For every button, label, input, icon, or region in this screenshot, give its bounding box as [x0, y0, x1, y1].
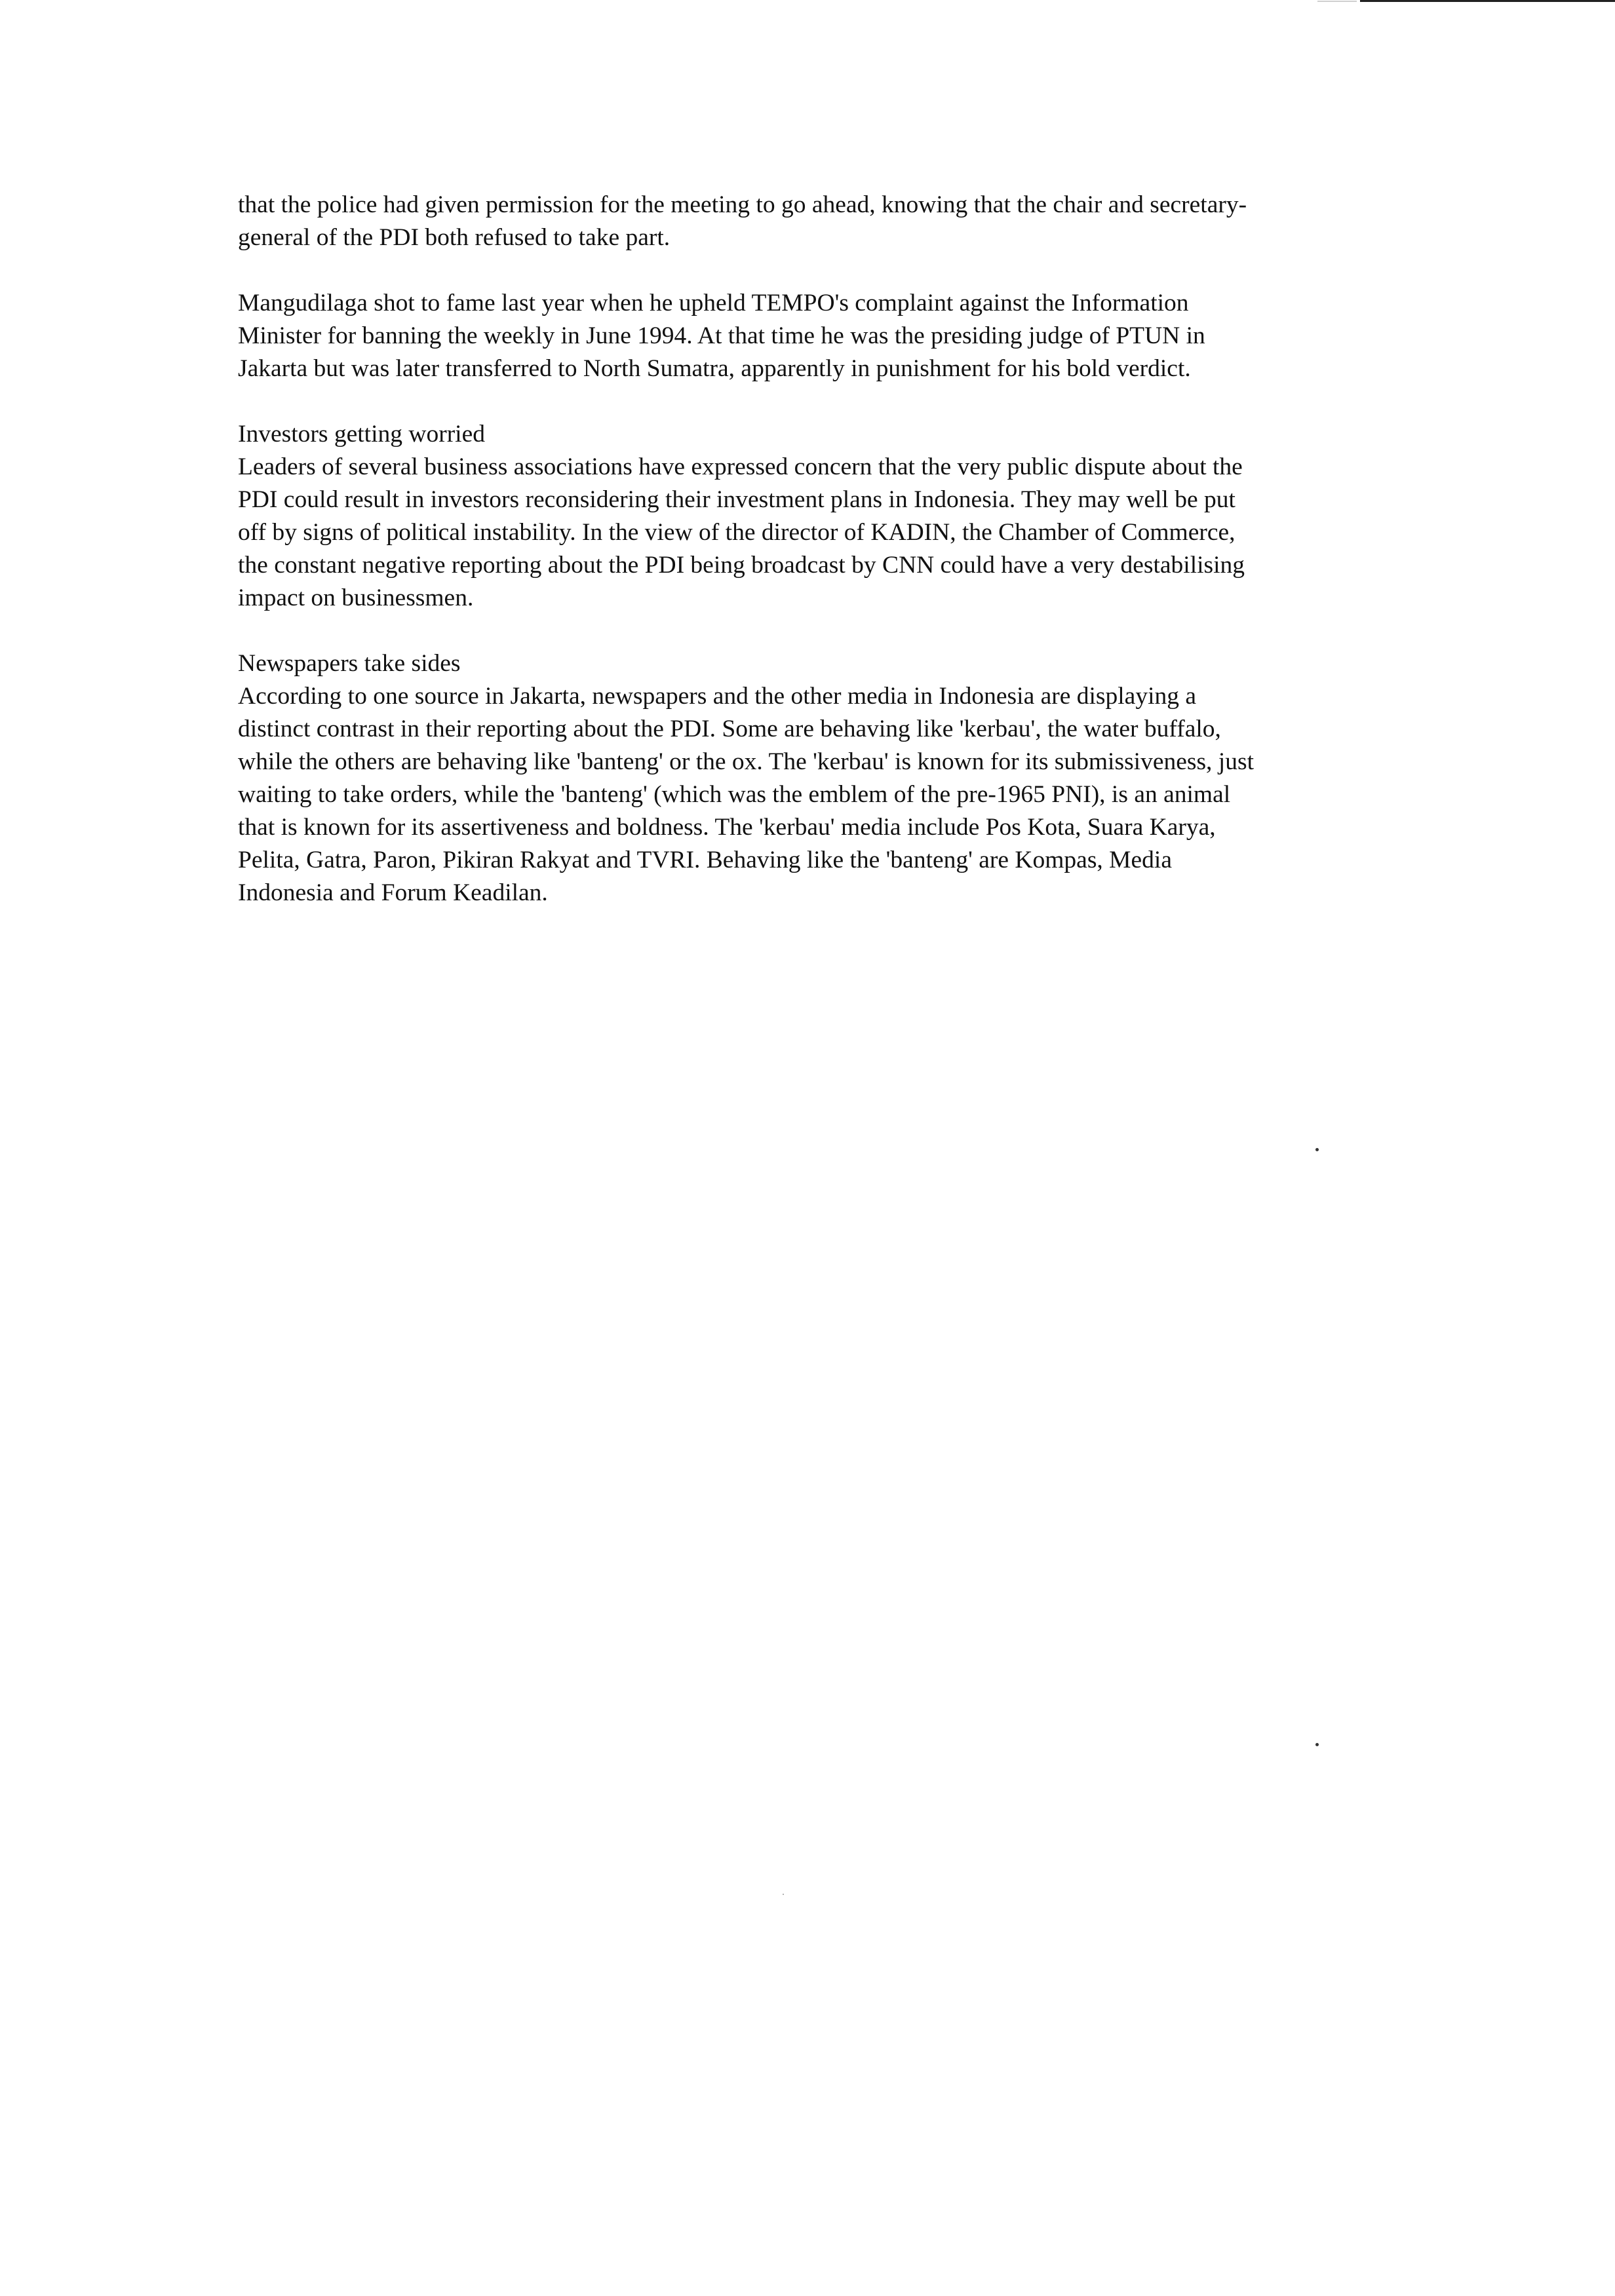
scan-speck: [783, 1894, 784, 1895]
paragraph-line: Minister for banning the weekly in June 1994. At that time he was the presiding judge of PTUN in: [238, 322, 1205, 349]
paragraph-mangudilaga: [238, 287, 1391, 385]
paragraph-line: distinct contrast in their reporting about the PDI. Some are behaving like 'kerbau', the water buffalo,: [238, 716, 1221, 742]
paragraph-line: off by signs of political instability. In the view of the director of KADIN, the Chamber of Commerce,: [238, 519, 1236, 546]
scan-edge-rule: [1360, 0, 1615, 2]
paragraph-line: that the police had given permission for the meeting to go ahead, knowing that the chair and secretary-: [238, 191, 1247, 218]
paragraph-line: general of the PDI both refused to take part.: [238, 224, 671, 251]
paragraph-line: According to one source in Jakarta, newspapers and the other media in Indonesia are displaying a: [238, 683, 1197, 710]
paragraph-line: PDI could result in investors reconsidering their investment plans in Indonesia. They may well be put: [238, 486, 1236, 513]
scan-speck: [1315, 1148, 1319, 1151]
paragraph-line: the constant negative reporting about the PDI being broadcast by CNN could have a very destabilising: [238, 552, 1245, 579]
paragraph-line: waiting to take orders, while the 'banteng' (which was the emblem of the pre-1965 PNI), is an animal: [238, 781, 1231, 808]
section-heading: Investors getting worried: [238, 421, 485, 448]
scan-edge-mark-faint: [1317, 1, 1357, 2]
paragraph-line: impact on businessmen.: [238, 584, 474, 611]
paragraph-line: Pelita, Gatra, Paron, Pikiran Rakyat and TVRI. Behaving like the 'banteng' are Kompas, Media: [238, 847, 1172, 873]
paragraph-line: that is known for its assertiveness and boldness. The 'kerbau' media include Pos Kota, Suara Karya,: [238, 814, 1216, 841]
paragraph-line: Indonesia and Forum Keadilan.: [238, 879, 548, 906]
paragraph-line: Jakarta but was later transferred to North Sumatra, apparently in punishment for his bold verdict.: [238, 355, 1191, 382]
paragraph-police-permission: [238, 189, 1391, 254]
paragraph-line: Leaders of several business associations have expressed concern that the very public dispute about the: [238, 453, 1243, 480]
paragraph-investors-getting-worried: [238, 418, 1391, 615]
paragraph-line: while the others are behaving like 'banteng' or the ox. The 'kerbau' is known for its submissiveness, just: [238, 748, 1254, 775]
paragraph-line: Mangudilaga shot to fame last year when he upheld TEMPO's complaint against the Information: [238, 290, 1189, 316]
paragraph-newspapers-take-sides: [238, 647, 1391, 909]
section-heading: Newspapers take sides: [238, 650, 461, 677]
scan-speck: [1315, 1743, 1319, 1746]
document-body: [238, 189, 1391, 942]
